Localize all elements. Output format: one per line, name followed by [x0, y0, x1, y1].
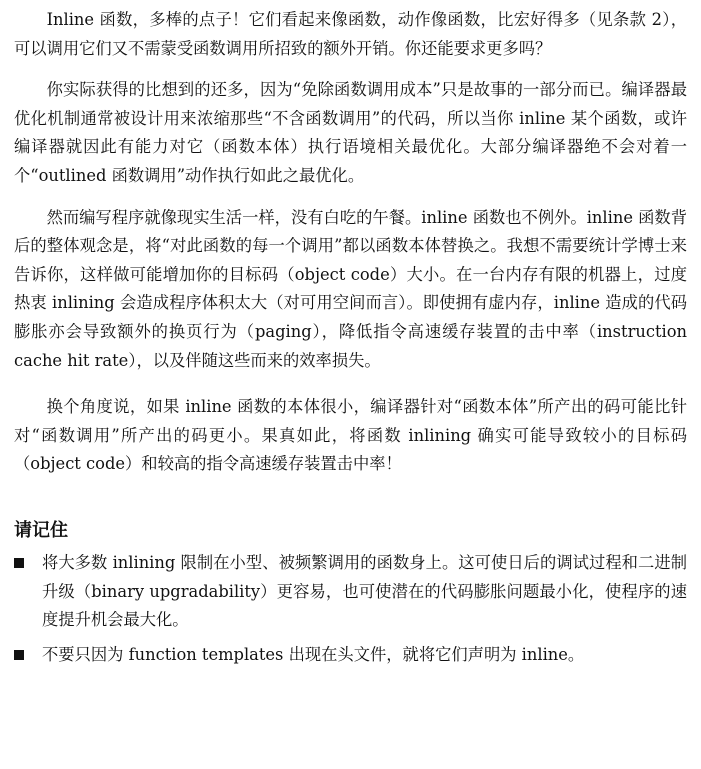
list-item-text: 不要只因为 function templates 出现在头文件，就将它们声明为 inline。	[42, 644, 585, 664]
paragraph-1: Inline 函数，多棒的点子！它们看起来像函数，动作像函数，比宏好得多（见条款 2），可以调用它们又不需蒙受函数调用所招致的额外开销。你还能要求更多吗？	[14, 10, 687, 58]
paragraph-2: 你实际获得的比想到的还多，因为“免除函数调用成本”只是故事的一部分而已。编译器最优化机制通常被设计用来浓缩那些“不含函数调用”的代码，所以当你 inline 某个函数，或许编译器就因此有能力对它（函数本体）执行语境相关最优化。大部分编译器绝不会对着一个“outlined 函数调用”动作执行如此之最优化。	[14, 80, 687, 185]
square-bullet-icon	[14, 650, 24, 660]
square-bullet-icon	[14, 558, 24, 568]
paragraph-4: 换个角度说，如果 inline 函数的本体很小，编译器针对“函数本体”所产出的码可能比针对“函数调用”所产出的码更小。果真如此，将函数 inlining 确实可能导致较小的目标码（object code）和较高的指令高速缓存装置击中率！	[14, 397, 687, 474]
paragraph-3: 然而编写程序就像现实生活一样，没有白吃的午餐。inline 函数也不例外。inline 函数背后的整体观念是，将“对此函数的每一个调用”都以函数本体替换之。我想不需要统计学博士来告诉你，这样做可能增加你的目标码（object code）大小。在一台内存有限的机器上，过度热衷 inlining 会造成程序体积太大（对可用空间而言）。即使拥有虚内存，inline 造成的代码膨胀亦会导致额外的换页行为（paging），降低指令高速缓存装置的击中率（instruction cache hit rate），以及伴随这些而来的效率损失。	[14, 207, 687, 370]
remember-list	[14, 549, 687, 669]
list-item	[14, 641, 687, 670]
list-item-text: 将大多数 inlining 限制在小型、被频繁调用的函数身上。这可使日后的调试过程和二进制升级（binary upgradability）更容易，也可使潜在的代码膨胀问题最小化，使程序的速度提升机会最大化。	[42, 552, 687, 630]
remember-heading: 请记住	[14, 519, 68, 541]
list-item	[14, 549, 687, 635]
